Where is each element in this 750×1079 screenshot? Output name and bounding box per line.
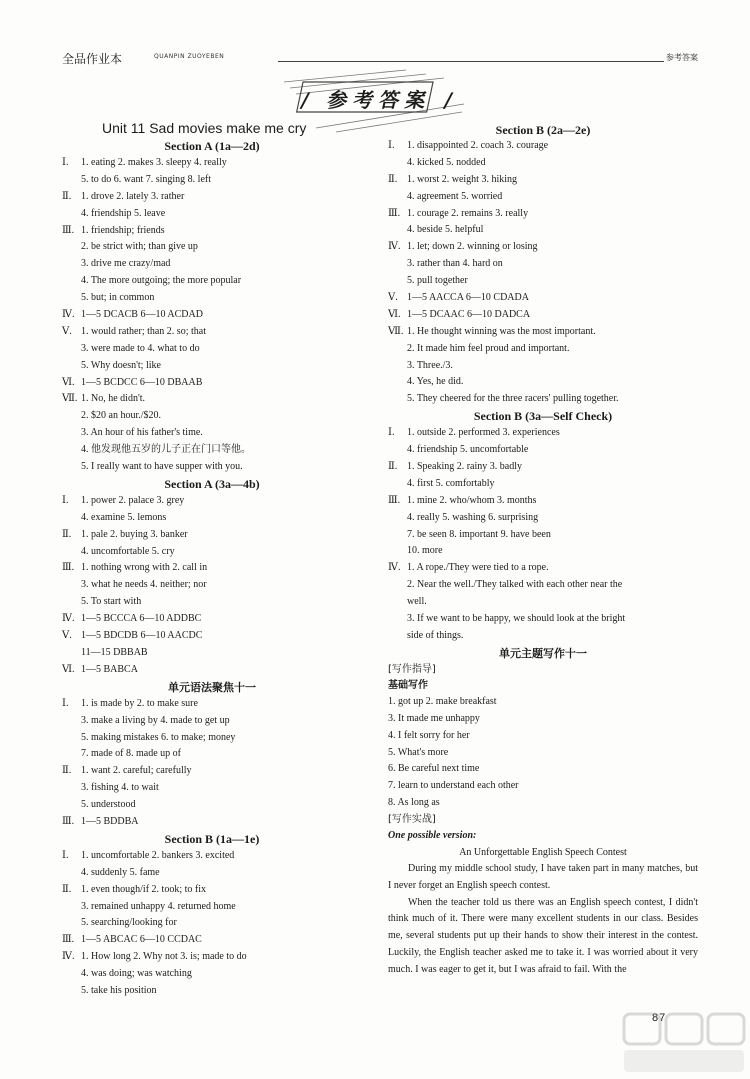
question-group-number: Ⅰ. (62, 697, 69, 709)
answer-row (388, 273, 698, 290)
right-column (388, 118, 698, 979)
answer-text: 4. friendship 5. leave (81, 207, 166, 219)
answer-row (388, 307, 698, 324)
answer-row (388, 256, 698, 273)
answer-text: 1. How long 2. Why not 3. is; made to do (81, 951, 247, 963)
answer-row (62, 594, 362, 611)
essay-title: An Unforgettable English Speech Contest (459, 847, 627, 859)
answer-banner-title: / 参考答案 / (298, 88, 461, 112)
question-group-number: Ⅱ. (62, 765, 72, 777)
question-group-number: Ⅱ. (62, 528, 72, 540)
answer-text: 1—5 BABCA (81, 663, 138, 675)
answer-row (62, 206, 362, 223)
left-column (62, 118, 362, 1000)
answer-row (62, 730, 362, 747)
answer-row (62, 493, 362, 510)
answer-text: 1. even though/if 2. took; to fix (81, 883, 206, 895)
answer-text: 3. rather than 4. hard on (407, 258, 503, 270)
answer-text: 1. nothing wrong with 2. call in (81, 562, 208, 574)
answer-text: 1. want 2. careful; carefully (81, 765, 192, 777)
answer-text: 4. really 5. washing 6. surprising (407, 511, 539, 523)
answer-text: 5. They cheered for the three racers' pulling together. (407, 393, 619, 405)
answer-row (62, 577, 362, 594)
answer-text: 3. An hour of his father's time. (81, 427, 203, 439)
answer-text: 3. make a living by 4. made to get up (81, 714, 230, 726)
answer-row (62, 966, 362, 983)
answer-text: 2. $20 an hour./$20. (81, 410, 161, 422)
answer-text: 4. first 5. comfortably (407, 477, 495, 489)
answer-text: 4. 他发现他五岁的儿子正在门口等他。 (81, 444, 251, 456)
essay-label: One possible version: (388, 830, 477, 842)
question-group-number: Ⅳ. (62, 613, 75, 625)
answer-text: 1—5 ABCAC 6—10 CCDAC (81, 934, 202, 946)
header-section-label: 参考答案 (666, 53, 698, 62)
answer-row (388, 324, 698, 341)
answer-text: 3. If we want to be happy, we should look at the bright (407, 613, 626, 625)
answer-row (388, 290, 698, 307)
answer-row (62, 223, 362, 240)
answer-text: 1—5 BCCCA 6—10 ADDBC (81, 613, 202, 625)
answer-row (62, 375, 362, 392)
answer-row (62, 459, 362, 476)
answer-row (62, 814, 362, 831)
answer-row (62, 273, 362, 290)
page-header (62, 50, 698, 70)
answer-list (62, 696, 362, 831)
answer-row (62, 510, 362, 527)
question-group-number: Ⅰ. (388, 427, 395, 439)
essay-body (388, 861, 698, 979)
answer-text: 1. outside 2. performed 3. experiences (407, 427, 560, 439)
answer-text: well. (407, 596, 427, 608)
basic-writing-item: 3. It made me unhappy (388, 712, 480, 724)
question-group-number: Ⅴ. (62, 630, 72, 642)
answer-text: 5. I really want to have supper with you. (81, 461, 243, 473)
answer-row (388, 577, 698, 594)
answer-row (62, 408, 362, 425)
essay-paragraph: When the teacher told us there was an English speech contest, I didn't think much of it. There were many excellent students in our class. Besides me, several students put up their hands to show their interest in the contest. Luckily, the English teacher asked me to take it. I was worried about it very much. I was eager to get it, but I was afraid to fail. With the (388, 896, 698, 975)
answer-row (62, 189, 362, 206)
answer-text: 1. friendship; friends (81, 224, 165, 236)
answer-row (62, 544, 362, 561)
question-group-number: Ⅲ. (62, 934, 75, 946)
answer-text: 4. Yes, he did. (407, 376, 464, 388)
answer-text: 2. be strict with; than give up (81, 241, 198, 253)
question-group-number: Ⅲ. (388, 207, 401, 219)
question-group-number: Ⅳ. (388, 241, 401, 253)
answer-row (388, 611, 698, 628)
question-group-number: Ⅲ. (62, 815, 75, 827)
answer-row (388, 172, 698, 189)
answer-row (388, 425, 698, 442)
basic-writing-item: 8. As long as (388, 797, 440, 809)
question-group-number: Ⅵ. (62, 663, 75, 675)
answer-row (388, 493, 698, 510)
answer-text: 5. making mistakes 6. to make; money (81, 731, 236, 743)
answer-text: 1—5 DCAAC 6—10 DADCA (407, 308, 531, 320)
essay-paragraph: During my middle school study, I have taken part in many matches, but I never forget an English speech contest. (388, 863, 698, 891)
answer-text: 10. more (407, 545, 443, 557)
answer-text: 1. drove 2. lately 3. rather (81, 190, 185, 202)
question-group-number: Ⅴ. (62, 325, 72, 337)
question-group-number: Ⅰ. (62, 157, 69, 168)
question-group-number: Ⅱ. (388, 173, 398, 185)
answer-row (62, 341, 362, 358)
answer-text: 11—15 DBBAB (81, 646, 148, 658)
question-group-number: Ⅶ. (388, 325, 404, 337)
answer-row (388, 476, 698, 493)
watermark-logo (620, 1010, 748, 1076)
answer-text: 1. He thought winning was the most important. (407, 325, 596, 337)
answer-row (388, 189, 698, 206)
answer-row (62, 932, 362, 949)
answer-text: 3. remained unhappy 4. returned home (81, 900, 236, 912)
answer-text: 5. searching/looking for (81, 917, 177, 929)
answer-text: 4. kicked 5. nodded (407, 156, 486, 168)
answer-text: 1. worst 2. weight 3. hiking (407, 173, 517, 185)
question-group-number: Ⅳ. (62, 951, 75, 963)
answer-text: 7. be seen 8. important 9. have been (407, 528, 551, 540)
question-group-number: Ⅵ. (62, 376, 75, 388)
answer-row (388, 222, 698, 239)
answer-text: 4. was doing; was watching (81, 968, 192, 980)
answer-text: 1—5 BDCDB 6—10 AACDC (81, 630, 203, 642)
section-heading: Section A (1a—2d) (164, 139, 260, 153)
question-group-number: Ⅲ. (62, 224, 75, 236)
answer-row (388, 459, 698, 476)
answer-text: 1—5 BCDCC 6—10 DBAAB (81, 376, 203, 388)
answer-row (388, 510, 698, 527)
answer-text: 5. to do 6. want 7. singing 8. left (81, 173, 211, 185)
answer-text: 5. understood (81, 799, 136, 811)
answer-row (62, 239, 362, 256)
answer-row (62, 949, 362, 966)
answer-row (62, 882, 362, 899)
basic-writing-item: 1. got up 2. make breakfast (388, 695, 497, 707)
answer-row (62, 899, 362, 916)
answer-text: 1—5 AACCA 6—10 CDADA (407, 292, 529, 304)
answer-text: 1. pale 2. buying 3. banker (81, 528, 188, 540)
section-heading: Section B (2a—2e) (495, 123, 591, 137)
answer-row (62, 696, 362, 713)
writing-guide-tag: [写作指导] (388, 663, 436, 675)
answer-list (62, 848, 362, 1000)
answer-text: side of things. (407, 629, 464, 641)
answer-row (388, 594, 698, 611)
header-rule (278, 61, 664, 62)
answer-row (388, 628, 698, 645)
section-heading: 单元语法聚焦十一 (168, 680, 256, 694)
answer-row (62, 324, 362, 341)
answer-text: 1. mine 2. who/whom 3. months (407, 494, 537, 506)
answer-text: 4. The more outgoing; the more popular (81, 275, 242, 287)
answer-text: 1. A rope./They were tied to a rope. (407, 562, 549, 574)
answer-text: 7. made of 8. made up of (81, 748, 181, 760)
question-group-number: Ⅱ. (62, 883, 72, 895)
question-group-number: Ⅰ. (62, 849, 69, 861)
answer-row (62, 628, 362, 645)
answer-row (388, 206, 698, 223)
answer-text: 1. eating 2. makes 3. sleepy 4. really (81, 157, 227, 168)
answer-text: 5. Why doesn't; like (81, 359, 161, 371)
answer-text: 1. uncomfortable 2. bankers 3. excited (81, 849, 235, 861)
basic-writing-item: 6. Be careful next time (388, 763, 480, 775)
answer-row (388, 341, 698, 358)
basic-writing-item: 5. What's more (388, 746, 449, 758)
answer-row (62, 797, 362, 814)
answer-text: 4. uncomfortable 5. cry (81, 545, 175, 557)
answer-text: 3. fishing 4. to wait (81, 782, 159, 794)
answer-row (62, 527, 362, 544)
answer-text: 5. take his position (81, 984, 157, 996)
answer-row (62, 391, 362, 408)
answer-text: 3. were made to 4. what to do (81, 342, 200, 354)
answer-text: 1. is made by 2. to make sure (81, 697, 198, 709)
answer-text: 1. courage 2. remains 3. really (407, 207, 529, 219)
answer-text: 4. friendship 5. uncomfortable (407, 444, 529, 456)
brand-name: 全品作业本 (62, 52, 123, 66)
section-heading: Section A (3a—4b) (164, 476, 260, 491)
answer-row (388, 442, 698, 459)
question-group-number: Ⅲ. (62, 562, 75, 574)
answer-text: 2. Near the well./They talked with each other near the (407, 579, 623, 591)
answer-row (62, 865, 362, 882)
answer-text: 1. disappointed 2. coach 3. courage (407, 140, 549, 151)
answer-text: 1. Speaking 2. rainy 3. badly (407, 461, 522, 473)
answer-text: 3. drive me crazy/mad (81, 258, 171, 270)
answer-row (388, 560, 698, 577)
question-group-number: Ⅳ. (388, 562, 401, 574)
answer-row (62, 442, 362, 459)
answer-row (62, 172, 362, 189)
answer-row (62, 645, 362, 662)
page-number: 87 (652, 1012, 667, 1024)
question-group-number: Ⅳ. (62, 309, 75, 321)
answer-text: 1. No, he didn't. (81, 393, 146, 405)
basic-writing-tag: 基础写作 (388, 679, 428, 691)
answer-row (388, 374, 698, 391)
answer-row (62, 983, 362, 1000)
answer-row (388, 138, 698, 155)
question-group-number: Ⅰ. (62, 494, 69, 506)
unit-title: Unit 11 Sad movies make me cry (102, 120, 307, 136)
section-heading: Section B (3a—Self Check) (473, 409, 613, 424)
answer-text: 3. what he needs 4. neither; nor (81, 579, 207, 591)
question-group-number: Ⅵ. (388, 308, 401, 320)
answer-list (62, 155, 362, 476)
answer-text: 4. agreement 5. worried (407, 190, 503, 202)
answer-list (388, 425, 698, 645)
question-group-number: Ⅶ. (62, 393, 78, 405)
answer-row (62, 662, 362, 679)
answer-text: 5. but; in common (81, 292, 155, 304)
basic-writing-item: 7. learn to understand each other (388, 780, 519, 792)
answer-text: 1. let; down 2. winning or losing (407, 241, 538, 253)
answer-text: 4. beside 5. helpful (407, 224, 484, 236)
brand-pinyin: QUANPIN ZUOYEBEN (154, 53, 225, 60)
answer-text: 5. pull together (407, 275, 468, 287)
answer-text: 5. To start with (81, 596, 142, 608)
answer-list (62, 493, 362, 679)
question-group-number: Ⅱ. (62, 190, 72, 202)
answer-row (62, 915, 362, 932)
answer-row (388, 543, 698, 560)
question-group-number: Ⅲ. (388, 494, 401, 506)
section-heading: 单元主题写作十一 (499, 646, 587, 660)
answer-row (62, 307, 362, 324)
answer-text: 4. suddenly 5. fame (81, 866, 160, 878)
answer-text: 1. power 2. palace 3. grey (81, 494, 185, 506)
answer-row (388, 527, 698, 544)
answer-row (62, 746, 362, 763)
answer-row (62, 763, 362, 780)
question-group-number: Ⅰ. (388, 140, 395, 151)
answer-text: 3. Three./3. (407, 359, 453, 371)
answer-row (62, 425, 362, 442)
answer-row (62, 155, 362, 172)
answer-row (62, 780, 362, 797)
answer-text: 1—5 DCACB 6—10 ACDAD (81, 309, 203, 321)
basic-writing-item: 4. I felt sorry for her (388, 729, 470, 741)
answer-row (388, 155, 698, 172)
answer-row (62, 358, 362, 375)
answer-row (388, 358, 698, 375)
answer-list (388, 138, 698, 408)
answer-row (62, 611, 362, 628)
answer-text: 1. would rather; than 2. so; that (81, 325, 206, 337)
answer-text: 1—5 BDDBA (81, 815, 139, 827)
answer-row (62, 848, 362, 865)
answer-row (388, 391, 698, 408)
question-group-number: Ⅱ. (388, 461, 398, 473)
answer-text: 4. examine 5. lemons (81, 511, 167, 523)
answer-text: 2. It made him feel proud and important. (407, 342, 570, 354)
basic-writing-list (388, 694, 698, 812)
answer-banner-text: 参考答案 (325, 88, 435, 112)
section-heading: Section B (1a—1e) (164, 831, 260, 846)
answer-row (388, 239, 698, 256)
answer-row (62, 290, 362, 307)
answer-row (62, 560, 362, 577)
answer-row (62, 256, 362, 273)
answer-row (62, 713, 362, 730)
question-group-number: Ⅴ. (388, 292, 398, 304)
writing-practice-tag: [写作实战] (388, 814, 436, 826)
